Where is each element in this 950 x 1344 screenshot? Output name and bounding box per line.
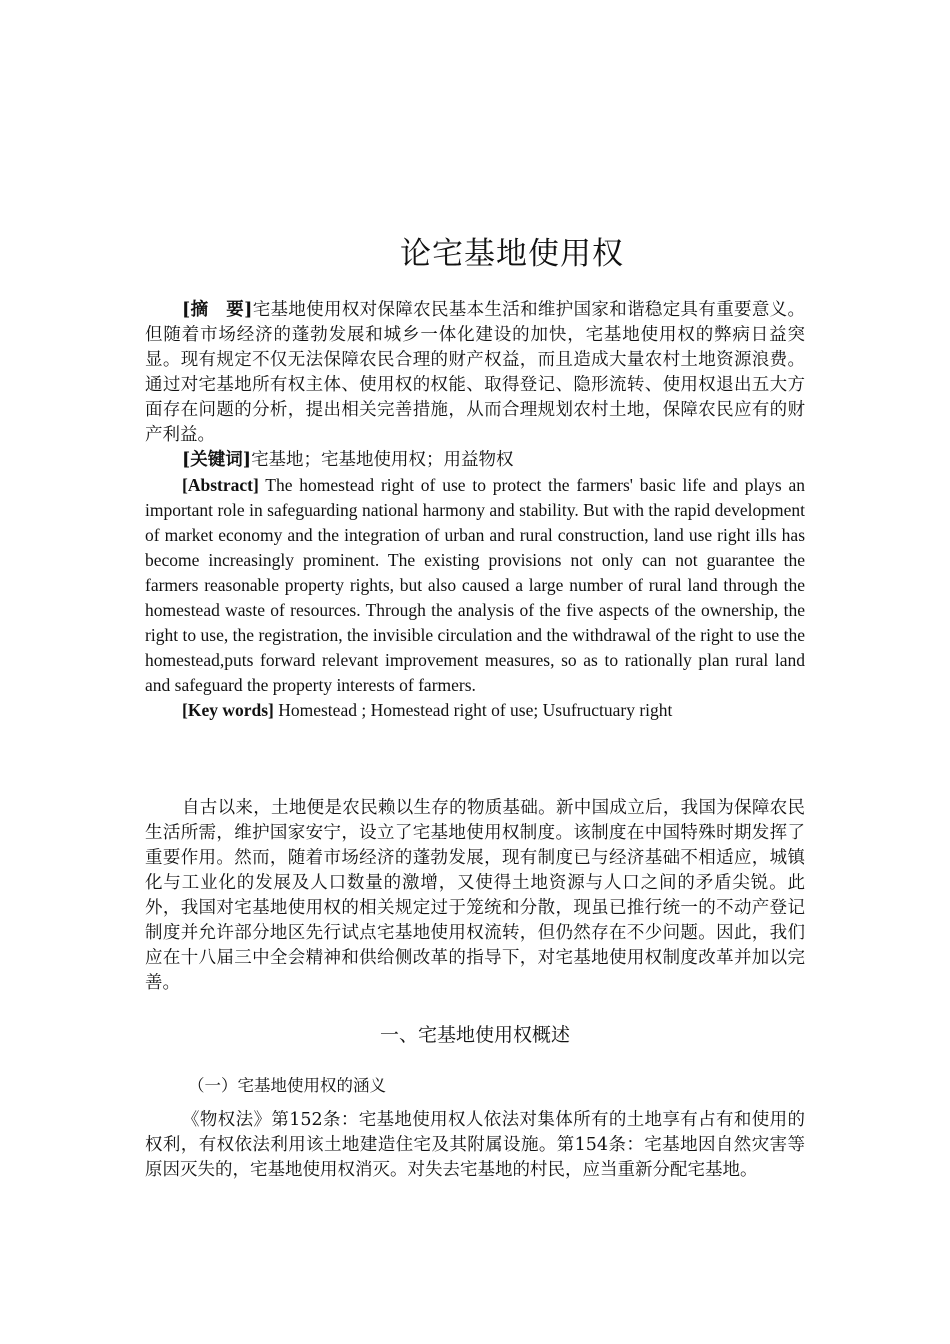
abstract-cn: [145, 298, 805, 448]
subsection-body: [145, 1108, 805, 1183]
abstract-en-label: [Abstract]: [182, 475, 259, 495]
abstract-cn-text: 宅基地使用权对保障农民基本生活和维护国家和谐稳定具有重要意义。但随着市场经济的蓬勃发展和城乡一体化建设的加快，宅基地使用权的弊病日益突显。现有规定不仅无法保障农民合理的财产权益，而且造成大量农村土地资源浪费。通过对宅基地所有权主体、使用权的权能、取得登记、隐形流转、使用权退出五大方面存在问题的分析，提出相关完善措施，从而合理规划农村土地，保障农民应有的财产利益。: [145, 300, 806, 445]
abstract-cn-label: [摘 要]: [182, 300, 253, 320]
keywords-cn-label: [关键词]: [182, 450, 252, 470]
subsection-paragraph: 《物权法》第152条：宅基地使用权人依法对集体所有的土地享有占有和使用的权利，有权依法利用该土地建造住宅及其附属设施。第154条：宅基地因自然灾害等原因灭失的，宅基地使用权消灭。对失去宅基地的村民，应当重新分配宅基地。: [145, 1110, 805, 1180]
keywords-cn-text: 宅基地；宅基地使用权；用益物权: [251, 450, 514, 470]
keywords-en-text: Homestead ; Homestead right of use; Usufructuary right: [273, 700, 673, 720]
abstract-section: [145, 298, 805, 723]
keywords-cn: [145, 448, 805, 473]
section-heading: 一、宅基地使用权概述: [379, 1024, 570, 1046]
abstract-en-text: The homestead right of use to protect the farmers' basic life and plays an important role in safeguarding national harmony and stability. But with the rapid development of market economy and the integration of urban and rural construction, land use right ills has become increasingly prominent. The existing provisions not only can not guarantee the farmers reasonable property rights, but also caused a large number of rural land through the homestead waste of resources. Through the analysis of the five aspects of the ownership, the right to use, the registration, the invisible circulation and the withdrawal of the right to use the homestead,puts forward relevant improvement measures, so as to rationally plan rural land and safeguard the property interests of farmers.: [145, 475, 805, 695]
keywords-en: [145, 698, 805, 723]
subsection-heading: （一）宅基地使用权的涵义: [188, 1076, 386, 1095]
abstract-en: [145, 473, 805, 698]
intro-paragraph: 自古以来，土地便是农民赖以生存的物质基础。新中国成立后，我国为保障农民生活所需，维护国家安宁，设立了宅基地使用权制度。该制度在中国特殊时期发挥了重要作用。然而，随着市场经济的蓬勃发展，现有制度已与经济基础不相适应，城镇化与工业化的发展及人口数量的激增，又使得土地资源与人口之间的矛盾尖锐。此外，我国对宅基地使用权的相关规定过于笼统和分散，现虽已推行统一的不动产登记制度并允许部分地区先行试点宅基地使用权流转，但仍然存在不少问题。因此，我们应在十八届三中全会精神和供给侧改革的指导下，对宅基地使用权制度改革并加以完善。: [145, 798, 805, 993]
paper-title: 论宅基地使用权: [400, 236, 624, 272]
keywords-en-label: [Key words]: [182, 700, 274, 720]
introduction: [145, 796, 805, 996]
